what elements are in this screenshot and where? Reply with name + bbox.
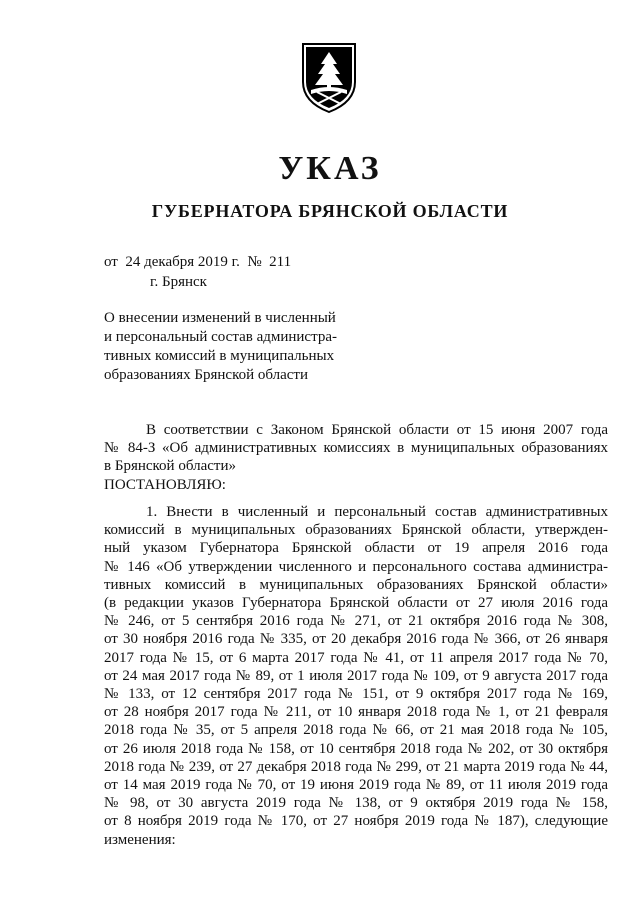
preamble-line: в Брянской области» bbox=[104, 458, 236, 475]
decree-keyword: ПОСТАНОВЛЯЮ: bbox=[104, 476, 226, 493]
document-subtitle: ГУБЕРНАТОРА БРЯНСКОЙ ОБЛАСТИ bbox=[151, 201, 509, 221]
item-line: 2018 года № 35, от 5 апреля 2018 года № 66, от 21 мая 2018 года № 105, bbox=[104, 722, 608, 739]
item-line: комиссий в муниципальных образованиях Брянской области, утвержден- bbox=[104, 522, 608, 539]
decree-subject bbox=[104, 309, 337, 385]
preamble-line: В соответствии с Законом Брянской области от 15 июня 2007 года bbox=[146, 422, 608, 438]
item-line: от 26 июля 2018 года № 158, от 10 сентября 2018 года № 202, от 30 октября bbox=[104, 740, 608, 757]
item-line: № 98, от 30 августа 2019 года № 138, от 9 октября 2019 года № 158, bbox=[104, 795, 608, 812]
item-line: 2018 года № 239, от 27 декабря 2018 года № 299, от 21 марта 2019 года № 44, bbox=[104, 758, 608, 775]
item-line: 1. Внести в численный и персональный состав административных bbox=[146, 504, 608, 520]
decree-date-number: от 24 декабря 2019 г. № 211 bbox=[104, 254, 292, 270]
item-line: от 14 мая 2019 года № 70, от 19 июня 2019 года № 89, от 11 июля 2019 года bbox=[104, 777, 608, 794]
coat-of-arms-icon bbox=[297, 40, 361, 116]
item-line: от 8 ноября 2019 года № 170, от 27 ноября 2019 года № 187), следующие bbox=[104, 813, 608, 830]
subject-line: и персональный состав администра- bbox=[104, 329, 337, 345]
item-line: изменения: bbox=[104, 831, 176, 848]
subject-line: образованиях Брянской области bbox=[104, 367, 309, 383]
preamble-paragraph bbox=[104, 421, 608, 494]
item-line: от 28 ноября 2017 года № 211, от 10 января 2018 года № 1, от 21 февраля bbox=[104, 704, 608, 721]
item-line: № 133, от 12 сентября 2017 года № 151, от 9 октября 2017 года № 169, bbox=[104, 686, 608, 703]
decree-city: г. Брянск bbox=[150, 274, 207, 290]
item-line: от 30 ноября 2016 года № 335, от 20 декабря 2016 года № 366, от 26 января bbox=[104, 631, 608, 648]
item-line: тивных комиссий в муниципальных образованиях Брянской области» bbox=[104, 576, 608, 593]
document-title: УКАЗ bbox=[278, 150, 382, 187]
item-line: № 246, от 5 сентября 2016 года № 271, от 21 октября 2016 года № 308, bbox=[104, 613, 608, 630]
item-line: ный указом Губернатора Брянской области от 19 апреля 2016 года bbox=[104, 540, 608, 557]
item-line: от 24 мая 2017 года № 89, от 1 июля 2017 года № 109, от 9 августа 2017 года bbox=[104, 667, 608, 684]
item-line: 2017 года № 15, от 6 марта 2017 года № 41, от 11 апреля 2017 года № 70, bbox=[104, 649, 608, 666]
item-line: № 146 «Об утверждении численного и персонального состава администра- bbox=[104, 558, 608, 575]
item-line: (в редакции указов Губернатора Брянской области от 27 июля 2016 года bbox=[104, 595, 608, 612]
subject-line: тивных комиссий в муниципальных bbox=[104, 348, 335, 364]
subject-line: О внесении изменений в численный bbox=[104, 310, 336, 326]
item-1-paragraph bbox=[104, 503, 608, 849]
preamble-line: № 84-З «Об административных комиссиях в муниципальных образованиях bbox=[104, 440, 608, 457]
